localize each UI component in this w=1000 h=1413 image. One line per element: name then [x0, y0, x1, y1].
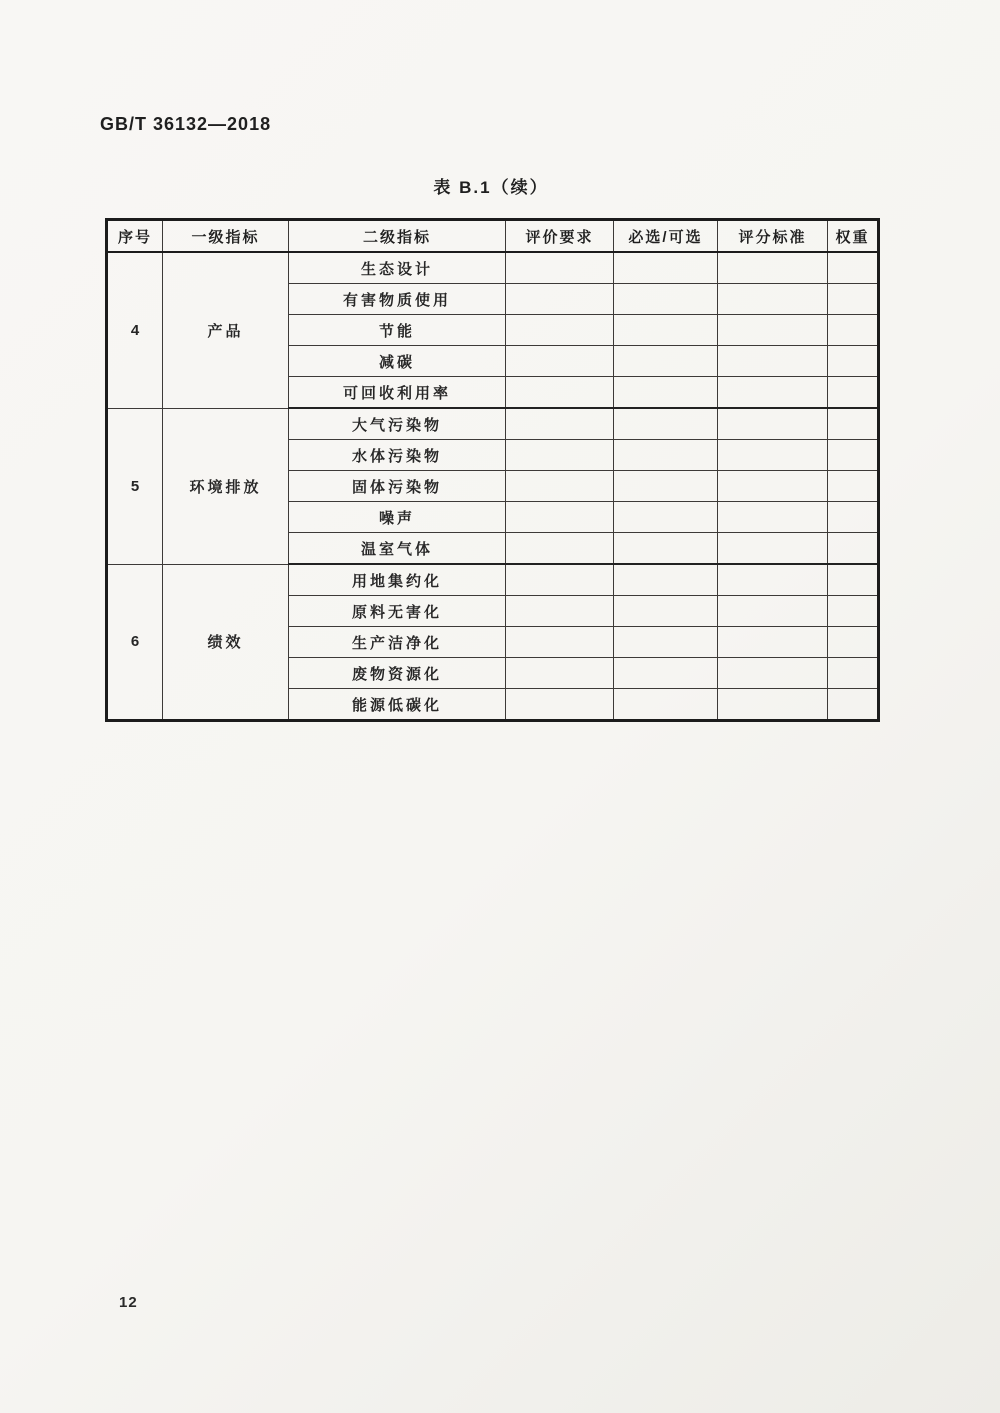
level2-indicator-cell: 生产洁净化	[289, 627, 506, 658]
weight-cell	[828, 533, 879, 565]
level1-indicator-cell: 环境排放	[163, 408, 289, 564]
table-header-row	[107, 220, 879, 253]
eval-requirement-cell	[506, 471, 614, 502]
weight-cell	[828, 658, 879, 689]
level2-indicator-cell: 废物资源化	[289, 658, 506, 689]
level2-indicator-cell: 减碳	[289, 346, 506, 377]
table-title: 表 B.1（续）	[433, 178, 549, 197]
scoring-criteria-cell	[718, 658, 828, 689]
mandatory-optional-cell	[614, 564, 718, 596]
weight-cell	[828, 408, 879, 440]
mandatory-optional-cell	[614, 471, 718, 502]
level2-indicator-cell: 可回收利用率	[289, 377, 506, 409]
eval-requirement-cell	[506, 284, 614, 315]
weight-cell	[828, 284, 879, 315]
scoring-criteria-cell	[718, 689, 828, 721]
mandatory-optional-cell	[614, 252, 718, 284]
scoring-criteria-cell	[718, 564, 828, 596]
table-row	[107, 564, 879, 596]
scoring-criteria-cell	[718, 284, 828, 315]
header-weight: 权重	[828, 220, 879, 253]
scoring-criteria-cell	[718, 596, 828, 627]
level2-indicator-cell: 固体污染物	[289, 471, 506, 502]
level2-indicator-cell: 噪声	[289, 502, 506, 533]
scoring-criteria-cell	[718, 252, 828, 284]
eval-requirement-cell	[506, 533, 614, 565]
mandatory-optional-cell	[614, 627, 718, 658]
level2-indicator-cell: 温室气体	[289, 533, 506, 565]
serial-number-cell: 5	[107, 408, 163, 564]
mandatory-optional-cell	[614, 502, 718, 533]
scoring-criteria-cell	[718, 315, 828, 346]
level2-indicator-cell: 大气污染物	[289, 408, 506, 440]
level2-indicator-cell: 有害物质使用	[289, 284, 506, 315]
table-body	[107, 252, 879, 721]
eval-requirement-cell	[506, 252, 614, 284]
mandatory-optional-cell	[614, 533, 718, 565]
eval-requirement-cell	[506, 408, 614, 440]
weight-cell	[828, 502, 879, 533]
header-scoring-criteria: 评分标准	[718, 220, 828, 253]
weight-cell	[828, 252, 879, 284]
weight-cell	[828, 440, 879, 471]
header-level1-indicator: 一级指标	[163, 220, 289, 253]
eval-requirement-cell	[506, 346, 614, 377]
eval-requirement-cell	[506, 502, 614, 533]
eval-requirement-cell	[506, 627, 614, 658]
mandatory-optional-cell	[614, 408, 718, 440]
scoring-criteria-cell	[718, 408, 828, 440]
eval-requirement-cell	[506, 440, 614, 471]
mandatory-optional-cell	[614, 315, 718, 346]
level2-indicator-cell: 能源低碳化	[289, 689, 506, 721]
weight-cell	[828, 471, 879, 502]
header-mandatory-optional: 必选/可选	[614, 220, 718, 253]
indicator-table	[105, 218, 880, 722]
eval-requirement-cell	[506, 377, 614, 409]
weight-cell	[828, 377, 879, 409]
level2-indicator-cell: 生态设计	[289, 252, 506, 284]
standard-number: GB/T 36132—2018	[100, 114, 272, 134]
table-row	[107, 408, 879, 440]
mandatory-optional-cell	[614, 377, 718, 409]
level2-indicator-cell: 原料无害化	[289, 596, 506, 627]
weight-cell	[828, 315, 879, 346]
weight-cell	[828, 596, 879, 627]
weight-cell	[828, 346, 879, 377]
level2-indicator-cell: 节能	[289, 315, 506, 346]
level1-indicator-cell: 绩效	[163, 564, 289, 721]
level2-indicator-cell: 水体污染物	[289, 440, 506, 471]
eval-requirement-cell	[506, 315, 614, 346]
level1-indicator-cell: 产品	[163, 252, 289, 408]
mandatory-optional-cell	[614, 596, 718, 627]
scoring-criteria-cell	[718, 440, 828, 471]
mandatory-optional-cell	[614, 346, 718, 377]
scoring-criteria-cell	[718, 533, 828, 565]
header-level2-indicator: 二级指标	[289, 220, 506, 253]
weight-cell	[828, 564, 879, 596]
eval-requirement-cell	[506, 658, 614, 689]
scoring-criteria-cell	[718, 627, 828, 658]
scoring-criteria-cell	[718, 471, 828, 502]
level2-indicator-cell: 用地集约化	[289, 564, 506, 596]
scoring-criteria-cell	[718, 502, 828, 533]
eval-requirement-cell	[506, 689, 614, 721]
page-number: 12	[119, 1294, 138, 1311]
weight-cell	[828, 627, 879, 658]
table-row	[107, 252, 879, 284]
mandatory-optional-cell	[614, 284, 718, 315]
mandatory-optional-cell	[614, 658, 718, 689]
serial-number-cell: 6	[107, 564, 163, 721]
mandatory-optional-cell	[614, 689, 718, 721]
weight-cell	[828, 689, 879, 721]
scoring-criteria-cell	[718, 346, 828, 377]
header-eval-requirement: 评价要求	[506, 220, 614, 253]
header-serial-number: 序号	[107, 220, 163, 253]
mandatory-optional-cell	[614, 440, 718, 471]
eval-requirement-cell	[506, 596, 614, 627]
serial-number-cell: 4	[107, 252, 163, 408]
eval-requirement-cell	[506, 564, 614, 596]
scoring-criteria-cell	[718, 377, 828, 409]
